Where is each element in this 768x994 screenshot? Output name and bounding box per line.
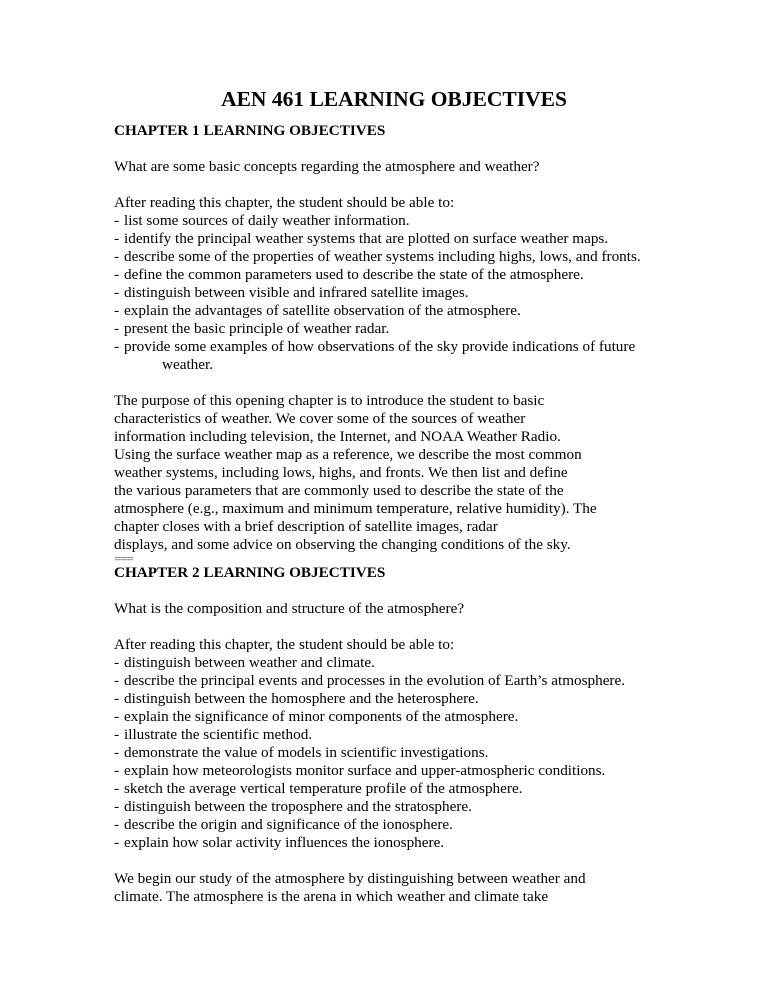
list-item: - describe some of the properties of weather systems including highs, lows, and fronts. <box>114 248 641 265</box>
list-item: - distinguish between the troposphere and the stratosphere. <box>114 798 472 815</box>
document-page <box>114 86 674 906</box>
list-item: - explain how meteorologists monitor surface and upper-atmospheric conditions. <box>114 762 606 779</box>
chapter-1-heading: CHAPTER 1 LEARNING OBJECTIVES <box>114 122 386 139</box>
chapter-1-question: What are some basic concepts regarding the atmosphere and weather? <box>114 158 540 175</box>
list-item: - describe the principal events and processes in the evolution of Earth’s atmosphere. <box>114 672 626 689</box>
list-item: - explain the significance of minor components of the atmosphere. <box>114 708 519 725</box>
list-item: - identify the principal weather systems that are plotted on surface weather maps. <box>114 230 609 247</box>
list-item-continuation: weather. <box>162 356 214 373</box>
chapter-2-intro: After reading this chapter, the student should be able to: <box>114 636 455 653</box>
list-item: - explain how solar activity influences the ionosphere. <box>114 834 445 851</box>
list-item: - distinguish between weather and climate. <box>114 654 375 671</box>
list-item: - define the common parameters used to describe the state of the atmosphere. <box>114 266 584 283</box>
chapter-1-intro: After reading this chapter, the student should be able to: <box>114 194 455 211</box>
list-item: - present the basic principle of weather radar. <box>114 320 390 337</box>
chapter-2-objectives <box>114 654 674 852</box>
chapter-1-summary: The purpose of this opening chapter is to introduce the student to basic characteristics of weather. We cover some of the sources of weather information including television, the Internet, and NOAA Weather Radio. Using the surface weather map as a reference, we describe the most common weather systems, including lows, highs, and fronts. We then list and define the various parameters that are commonly used to describe the state of the atmosphere (e.g., maximum and minimum temperature, relative humidity). The chapter closes with a brief description of satellite images, radar displays, and some advice on observing the changing conditions of the sky. <box>114 392 597 553</box>
list-item: - explain the advantages of satellite observation of the atmosphere. <box>114 302 521 319</box>
chapter-2-summary: We begin our study of the atmosphere by distinguishing between weather and climate. The atmosphere is the arena in which weather and climate take <box>114 870 586 905</box>
list-item: - distinguish between the homosphere and the heterosphere. <box>114 690 479 707</box>
list-item: - provide some examples of how observations of the sky provide indications of future weather. <box>114 338 674 374</box>
list-item: - describe the origin and significance of the ionosphere. <box>114 816 453 833</box>
list-item: - distinguish between visible and infrared satellite images. <box>114 284 469 301</box>
section-separator: === <box>114 551 133 566</box>
list-item: - demonstrate the value of models in scientific investigations. <box>114 744 489 761</box>
chapter-2-question: What is the composition and structure of the atmosphere? <box>114 600 465 617</box>
list-item: - list some sources of daily weather information. <box>114 212 410 229</box>
chapter-2-heading: CHAPTER 2 LEARNING OBJECTIVES <box>114 564 386 581</box>
list-item: - illustrate the scientific method. <box>114 726 313 743</box>
list-item: - sketch the average vertical temperature profile of the atmosphere. <box>114 780 523 797</box>
chapter-1-objectives <box>114 212 674 374</box>
document-title: AEN 461 LEARNING OBJECTIVES <box>221 87 567 111</box>
